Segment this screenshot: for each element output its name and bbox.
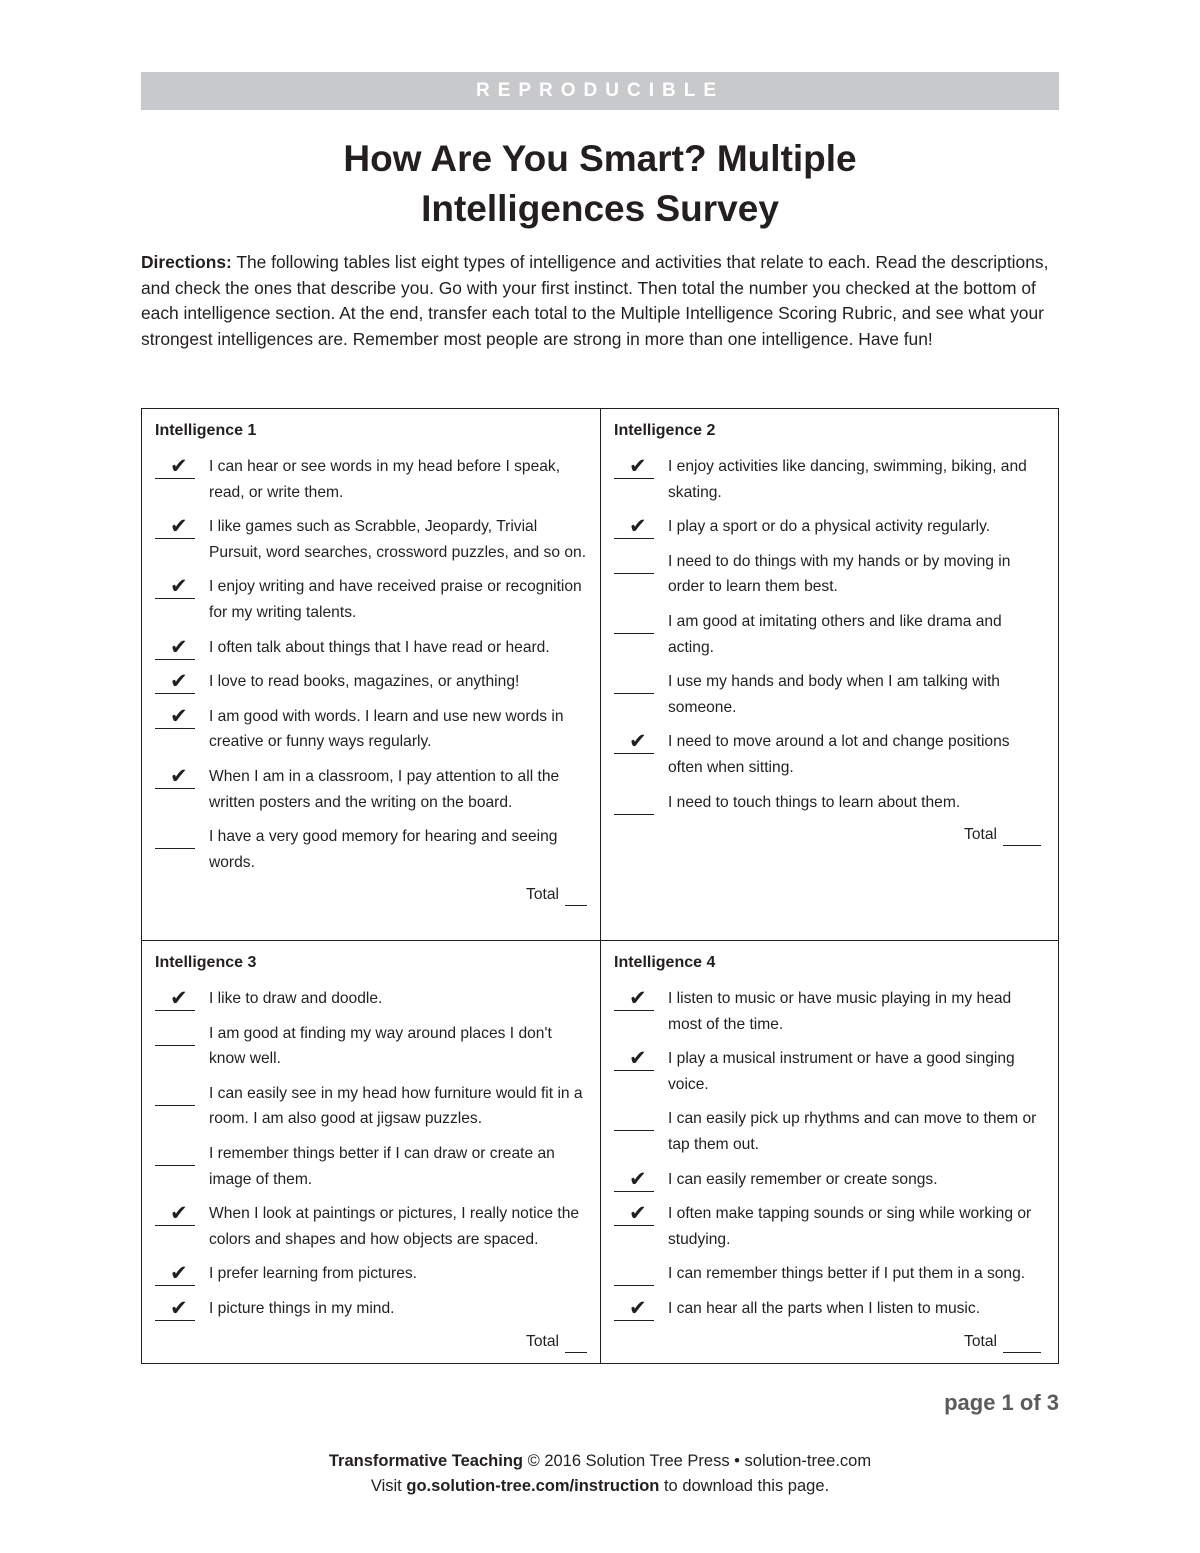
checkbox-blank[interactable] [614,790,654,815]
directions-paragraph [141,250,1059,352]
survey-item-text: When I am in a classroom, I pay attention to all the written posters and the writing on the board. [209,767,560,811]
survey-item [614,454,1041,505]
survey-item [614,1106,1041,1157]
survey-item-text: I play a musical instrument or have a good singing voice. [668,1050,1015,1093]
checkbox-blank[interactable] [155,1081,195,1106]
survey-item-text: When I look at paintings or pictures, I really notice the colors and shapes and how objects are spaced. [209,1205,580,1248]
survey-item-text: I like games such as Scrabble, Jeopardy, Trivial Pursuit, word searches, crossword puzzles, and so on. [209,518,587,561]
checkmark-icon: ✔ [629,455,647,478]
survey-item [614,1201,1041,1252]
section-intelligence-1 [155,421,587,906]
section-total [614,824,1041,846]
checkmark-icon: ✔ [170,670,188,694]
survey-item [614,609,1041,660]
survey-item [155,1081,587,1132]
reproducible-banner [141,72,1059,110]
survey-table [141,408,1059,1364]
survey-item-text: I remember things better if I can draw or create an image of them. [209,1144,555,1188]
survey-item-text: I picture things in my mind. [209,1299,395,1317]
checkmark-icon: ✔ [170,455,188,478]
checkbox-blank[interactable] [155,1201,195,1226]
survey-item-text: I can easily see in my head how furniture would fit in a room. I am also good at jigsaw puzzles. [209,1084,583,1128]
survey-item-text: I need to move around a lot and change positions often when sitting. [668,733,1010,776]
checkbox-blank[interactable] [614,1167,654,1192]
section-total [155,1331,587,1353]
survey-item-text: I enjoy activities like dancing, swimming, biking, and skating. [668,458,1027,501]
checkbox-blank[interactable] [155,574,195,599]
section-heading: Intelligence 2 [614,422,716,439]
survey-item [614,514,1041,540]
checkmark-icon: ✔ [170,575,188,599]
checkbox-blank[interactable] [155,1141,195,1166]
checkmark-icon: ✔ [170,1296,188,1320]
survey-item-text: I can hear or see words in my head before I speak, read, or write them. [209,458,561,501]
checkbox-blank[interactable] [155,514,195,539]
checkmark-icon: ✔ [170,1262,188,1286]
footer-credit [0,1452,1200,1471]
footer-book-title: Transformative Teaching [328,1452,523,1470]
survey-item [155,824,587,875]
survey-item-text: I am good with words. I learn and use new words in creative or funny ways regularly. [209,707,564,751]
footer-url-link[interactable]: go.solution-tree.com/instruction [406,1477,660,1495]
survey-item [155,454,587,505]
survey-item-text: I like to draw and doodle. [209,990,383,1007]
survey-item-text: I am good at finding my way around places I don't know well. [209,1024,552,1068]
survey-item [614,1167,1041,1193]
checkbox-blank[interactable] [155,454,195,479]
checkbox-blank[interactable] [155,824,195,849]
footer-download-note [0,1477,1200,1496]
page-title [141,134,1059,234]
survey-item [155,635,587,661]
checkbox-blank[interactable] [614,729,654,754]
checkmark-icon: ✔ [170,764,188,788]
checkbox-blank[interactable] [155,704,195,729]
table-divider-vertical [600,409,601,1363]
checkmark-icon: ✔ [629,515,647,539]
survey-item [155,1296,587,1322]
title-line-2: Intelligences Survey [421,188,779,229]
checkmark-icon: ✔ [170,1202,188,1226]
checkmark-icon: ✔ [170,987,188,1010]
checkbox-blank[interactable] [614,1106,654,1131]
survey-item-text: I listen to music or have music playing in my head most of the time. [668,990,1012,1033]
checkbox-blank[interactable] [614,609,654,634]
checkbox-blank[interactable] [614,1201,654,1226]
survey-item-text: I can easily pick up rhythms and can move to them or tap them out. [668,1110,1037,1153]
checkmark-icon: ✔ [170,704,188,728]
survey-item [614,729,1041,780]
survey-item [614,1261,1041,1287]
footer-visit-prefix: Visit [370,1477,402,1495]
checkbox-blank[interactable] [155,635,195,660]
survey-item-text: I often talk about things that I have read or heard. [209,638,550,656]
survey-item-text: I often make tapping sounds or sing while working or studying. [668,1205,1032,1248]
survey-item-text: I can easily remember or create songs. [668,1170,938,1188]
section-total [614,1331,1041,1353]
survey-item [155,704,587,755]
total-label: Total [526,1332,559,1350]
survey-item [155,1201,587,1252]
survey-item [614,986,1041,1037]
total-blank[interactable] [1003,1336,1041,1353]
section-total [155,884,587,906]
survey-item [155,764,587,815]
checkbox-blank[interactable] [155,669,195,694]
checkmark-icon: ✔ [629,1296,647,1320]
survey-item-text: I have a very good memory for hearing and seeing words. [209,828,558,871]
total-blank[interactable] [1003,829,1041,846]
footer-copyright: © 2016 Solution Tree Press • solution-tree.com [527,1452,872,1470]
section-intelligence-4 [614,953,1041,1353]
checkmark-icon: ✔ [629,1047,647,1071]
section-heading: Intelligence 4 [614,954,716,971]
table-divider-horizontal [142,940,1058,941]
survey-item [614,1046,1041,1097]
checkmark-icon: ✔ [629,987,647,1010]
checkmark-icon: ✔ [629,730,647,754]
checkbox-blank[interactable] [155,986,195,1011]
checkmark-icon: ✔ [170,635,188,659]
title-line-1: How Are You Smart? Multiple [343,138,857,179]
total-label: Total [964,1332,997,1350]
total-label: Total [964,826,997,844]
survey-item [155,514,587,565]
section-intelligence-3 [155,953,587,1353]
total-blank[interactable] [565,1336,587,1353]
checkbox-blank[interactable] [614,986,654,1011]
survey-item [614,1296,1041,1322]
checkmark-icon: ✔ [629,1167,647,1191]
checkbox-blank[interactable] [155,1296,195,1321]
checkbox-blank[interactable] [155,1021,195,1046]
survey-item [155,1141,587,1192]
section-heading: Intelligence 3 [155,954,257,971]
checkmark-icon: ✔ [629,1202,647,1226]
survey-item-text: I love to read books, magazines, or anything! [209,673,520,691]
survey-item-text: I need to touch things to learn about them. [668,793,961,811]
survey-item-text: I can hear all the parts when I listen to music. [668,1299,981,1317]
survey-item-text: I need to do things with my hands or by moving in order to learn them best. [668,552,1011,596]
survey-item-text: I play a sport or do a physical activity regularly. [668,518,991,536]
survey-item [155,1021,587,1072]
survey-item-text: I use my hands and body when I am talking with someone. [668,673,1000,716]
checkbox-blank[interactable] [614,1046,654,1071]
survey-item [614,790,1041,816]
survey-item-text: I am good at imitating others and like drama and acting. [668,612,1002,656]
checkbox-blank[interactable] [614,1296,654,1321]
banner-label: REPRODUCIBLE [475,80,724,101]
total-blank[interactable] [565,889,587,906]
section-heading: Intelligence 1 [155,422,257,439]
directions-label: Directions: [141,252,232,272]
survey-item-text: I can remember things better if I put them in a song. [668,1265,1026,1283]
survey-item [614,549,1041,600]
section-intelligence-2 [614,421,1041,846]
survey-item [155,986,587,1012]
survey-item [155,1261,587,1287]
checkbox-blank[interactable] [155,1261,195,1286]
page-number: page 1 of 3 [944,1390,1059,1415]
directions-text: The following tables list eight types of intelligence and activities that relate to each. Read the descriptions, and check the ones that describe you. Go with your first instinct. Then total the number you checked at the bottom of each intelligence section. At the end, transfer each total to the Multiple Intelligence Scoring Rubric, and see what your strongest intelligences are. Remember most people are strong in more than one intelligence. Have fun! [141,252,1049,349]
checkbox-blank[interactable] [614,549,654,574]
survey-item-text: I prefer learning from pictures. [209,1265,418,1283]
footer-visit-suffix: to download this page. [663,1477,830,1495]
survey-item-text: I enjoy writing and have received praise or recognition for my writing talents. [209,578,582,621]
checkbox-blank[interactable] [614,1261,654,1286]
survey-item [155,669,587,695]
checkmark-icon: ✔ [170,515,188,539]
total-label: Total [526,886,559,904]
checkbox-blank[interactable] [155,764,195,789]
survey-item [614,669,1041,720]
checkbox-blank[interactable] [614,454,654,479]
checkbox-blank[interactable] [614,669,654,694]
checkbox-blank[interactable] [614,514,654,539]
survey-item [155,574,587,625]
